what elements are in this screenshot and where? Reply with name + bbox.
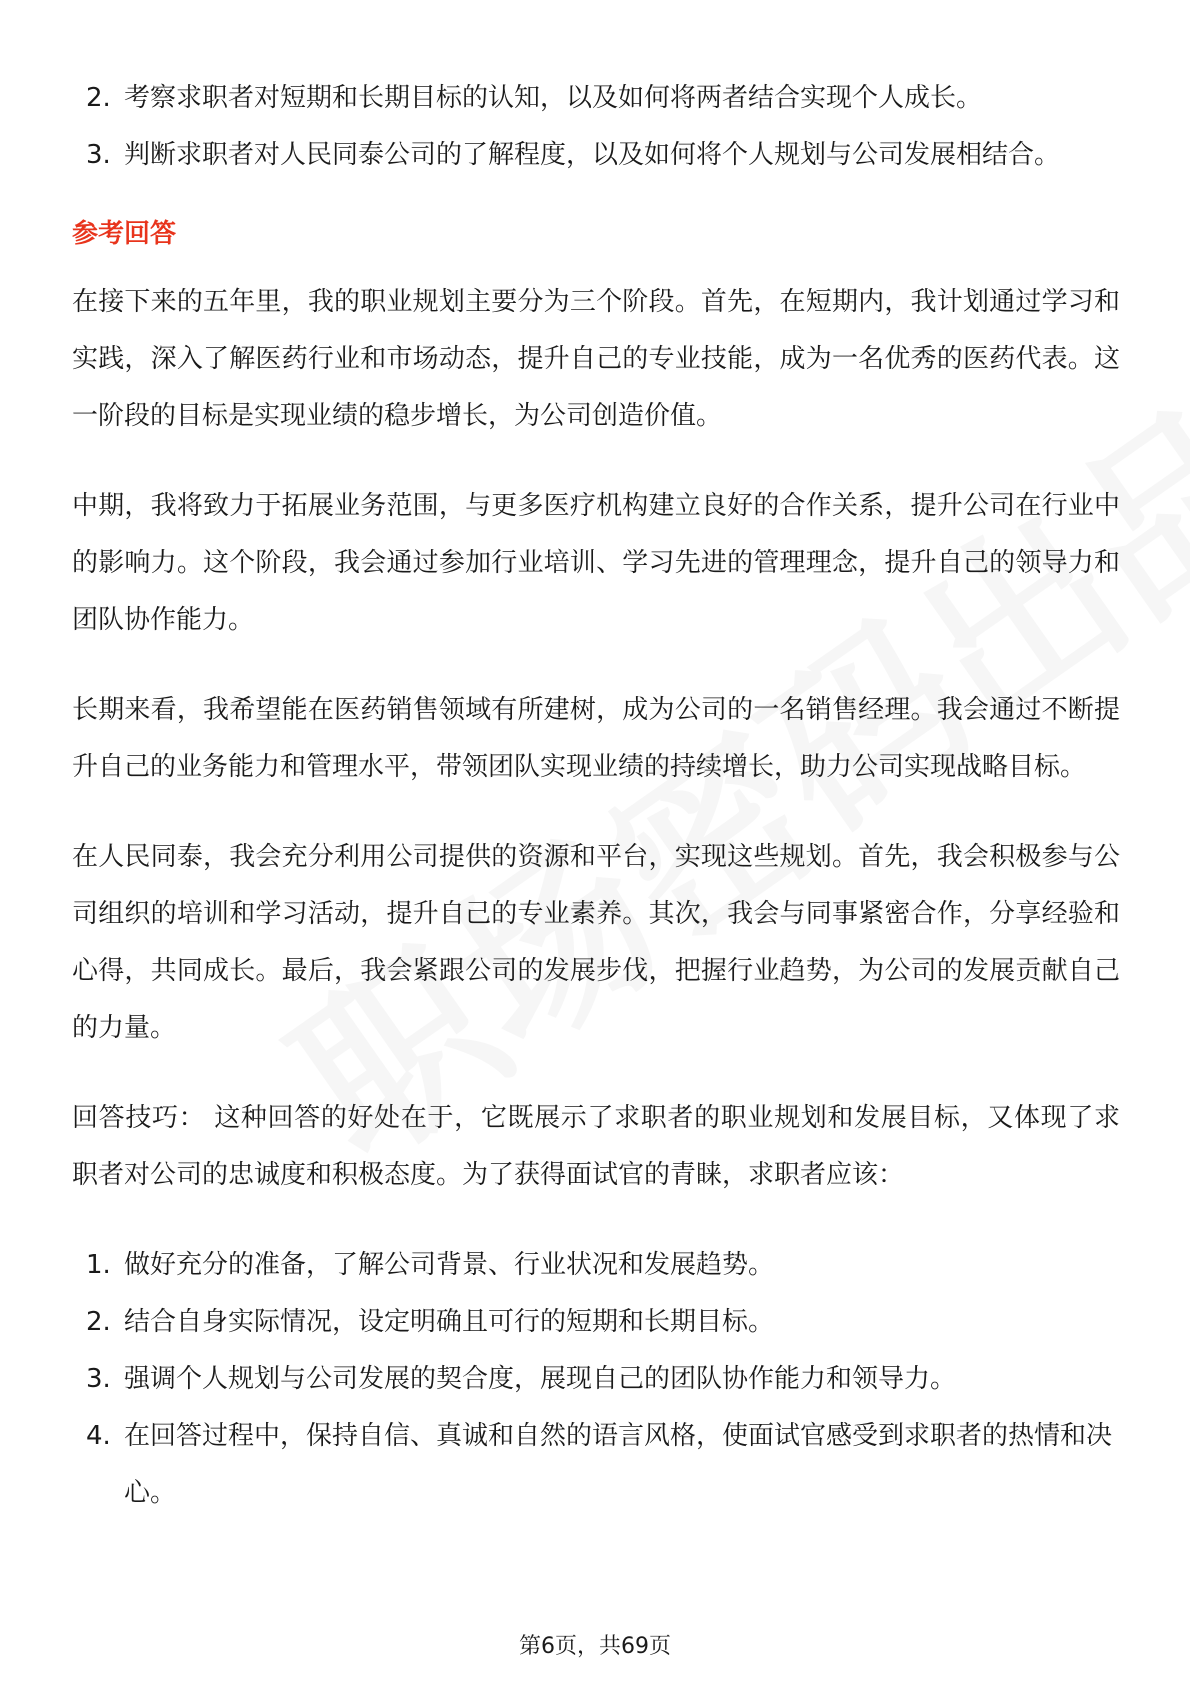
list-item-text: 结合自身实际情况，设定明确且可行的短期和长期目标。	[124, 1307, 775, 1337]
criteria-list	[72, 70, 1120, 184]
page-number: 第6页，共69页	[519, 1634, 671, 1659]
list-item-text: 做好充分的准备，了解公司背景、行业状况和发展趋势。	[124, 1250, 775, 1280]
list-item-number: 3.	[86, 1364, 111, 1394]
tips-paragraph: 回答技巧： 这种回答的好处在于，它既展示了求职者的职业规划和发展目标，又体现了求职者对公司的忠诚度和积极态度。为了获得面试官的青睐，求职者应该：	[72, 1103, 1120, 1190]
list-item-number: 3.	[86, 140, 111, 170]
list-item	[72, 1294, 1120, 1351]
page-content	[72, 70, 1120, 1522]
answer-paragraph: 在人民同泰，我会充分利用公司提供的资源和平台，实现这些规划。首先，我会积极参与公司组织的培训和学习活动，提升自己的专业素养。其次，我会与同事紧密合作，分享经验和心得，共同成长。最后，我会紧跟公司的发展步伐，把握行业趋势，为公司的发展贡献自己的力量。	[72, 842, 1120, 1043]
list-item-text: 强调个人规划与公司发展的契合度，展现自己的团队协作能力和领导力。	[124, 1364, 957, 1394]
list-item-number: 1.	[86, 1250, 111, 1280]
list-item-text: 考察求职者对短期和长期目标的认知，以及如何将两者结合实现个人成长。	[124, 83, 983, 113]
answer-paragraph: 中期，我将致力于拓展业务范围，与更多医疗机构建立良好的合作关系，提升公司在行业中的影响力。这个阶段，我会通过参加行业培训、学习先进的管理理念，提升自己的领导力和团队协作能力。	[72, 491, 1120, 635]
list-item	[72, 70, 1120, 127]
section-heading: 参考回答	[72, 219, 177, 249]
list-item	[72, 1408, 1120, 1522]
answer-paragraph: 在接下来的五年里，我的职业规划主要分为三个阶段。首先，在短期内，我计划通过学习和实践，深入了解医药行业和市场动态，提升自己的专业技能，成为一名优秀的医药代表。这一阶段的目标是实现业绩的稳步增长，为公司创造价值。	[72, 287, 1120, 431]
list-item	[72, 1237, 1120, 1294]
list-item-number: 2.	[86, 83, 111, 113]
list-item-text: 在回答过程中，保持自信、真诚和自然的语言风格，使面试官感受到求职者的热情和决心。	[124, 1421, 1113, 1508]
list-item-number: 2.	[86, 1307, 111, 1337]
list-item-text: 判断求职者对人民同泰公司的了解程度，以及如何将个人规划与公司发展相结合。	[124, 140, 1061, 170]
list-item	[72, 1351, 1120, 1408]
answer-paragraph: 长期来看，我希望能在医药销售领域有所建树，成为公司的一名销售经理。我会通过不断提升自己的业务能力和管理水平，带领团队实现业绩的持续增长，助力公司实现战略目标。	[72, 695, 1120, 782]
list-item-number: 4.	[86, 1421, 111, 1451]
tips-list	[72, 1237, 1120, 1522]
list-item	[72, 127, 1120, 184]
